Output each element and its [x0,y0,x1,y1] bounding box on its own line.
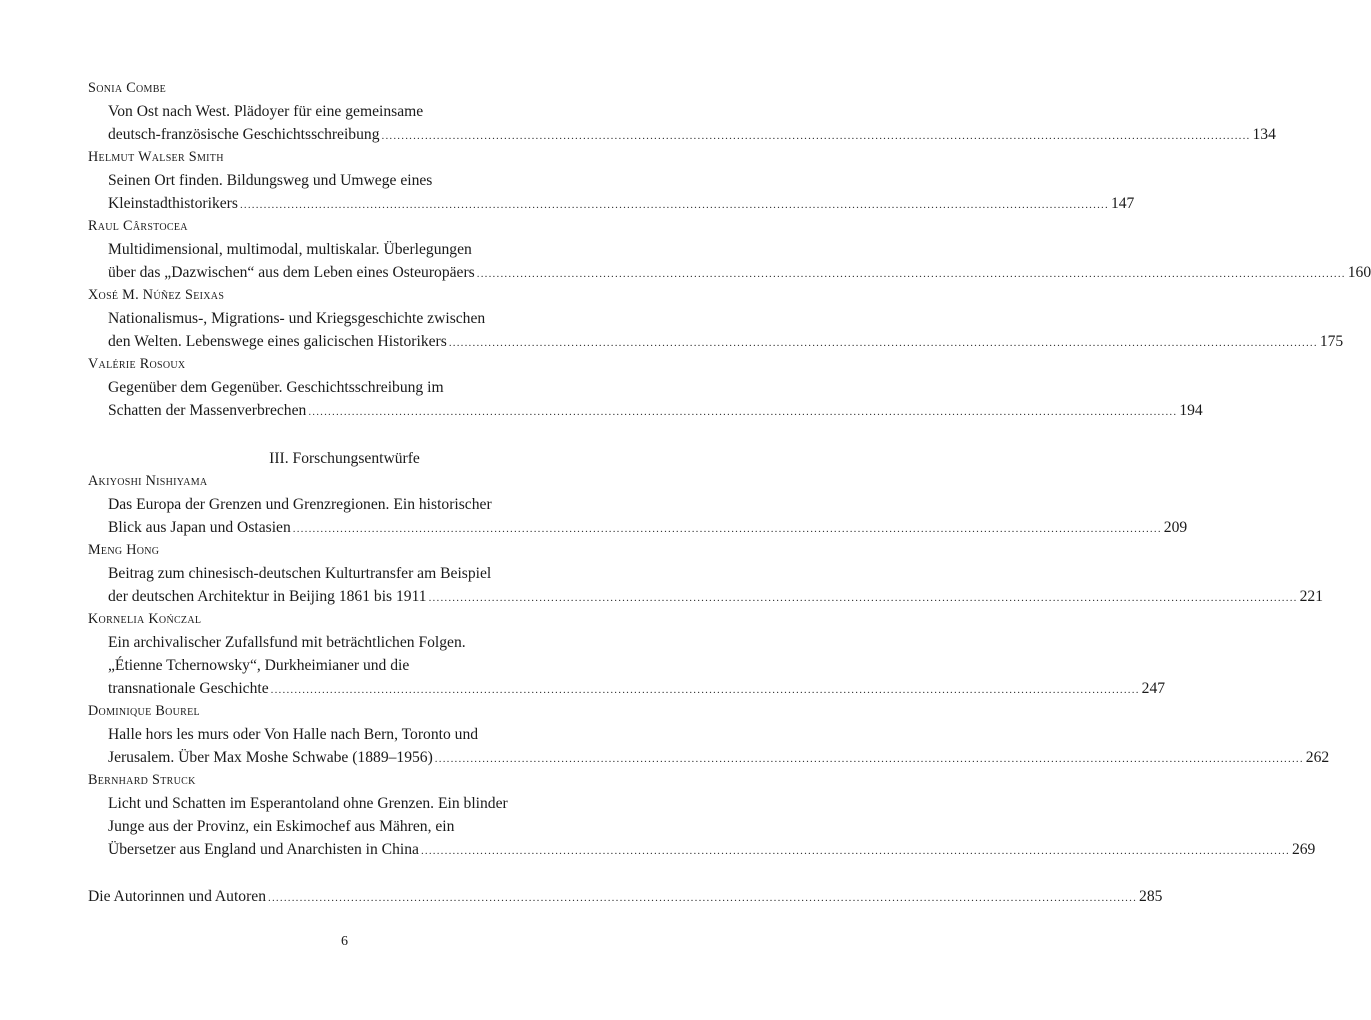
entry-title-line: der deutschen Architektur in Beijing 1861 bis 1911 [108,588,427,605]
entry-title-line: Kleinstadthistorikers [108,195,238,212]
leader-dots: ............................................................................................................................................................................................................................ [270,684,1140,696]
entry-title-line: Nationalismus-, Migrations- und Kriegsgeschichte zwischen [108,310,486,327]
entry-title-line: Blick aus Japan und Ostasien [108,519,291,536]
entry-title-line: über das „Dazwischen“ aus dem Leben eines Osteuropäers [108,264,475,281]
page-number: 6 [341,934,348,949]
entry-title-line: Jerusalem. Über Max Moshe Schwabe (1889–1956) [108,749,433,766]
toc-entry [108,519,1188,536]
entry-title-line: Multidimensional, multimodal, multiskalar. Überlegungen [108,241,472,258]
toc-entry [108,264,1371,281]
toc-entry [108,126,1276,143]
entry-page-number: 160 [1347,264,1371,281]
entry-page-number: 175 [1319,333,1344,350]
entry-page-number: 209 [1163,519,1188,536]
toc-entry [108,333,1344,350]
toc-author: Xosé M. Núñez Seixas [88,287,225,303]
entry-title-line: deutsch-französische Geschichtsschreibung [108,126,380,143]
leader-dots: ............................................................................................................................................................................................................................ [448,337,1318,349]
toc-entry [108,588,1323,605]
entry-page-number: 147 [1110,195,1135,212]
toc-author: Helmut Walser Smith [88,149,224,165]
toc-entry [108,680,1166,697]
toc-entry [108,841,1316,858]
entry-title-line: transnationale Geschichte [108,680,269,697]
entry-page-number: 194 [1179,402,1203,419]
toc-author: Dominique Bourel [88,703,200,719]
entry-title-line: „Étienne Tchernowsky“, Durkheimianer und die [108,657,410,674]
entry-title-line: Licht und Schatten im Esperantoland ohne Grenzen. Ein blinder [108,795,508,812]
leader-dots: ............................................................................................................................................................................................................................ [292,523,1162,535]
toc-entry [108,749,1330,766]
entry-page-number: 247 [1141,680,1166,697]
leader-dots: ............................................................................................................................................................................................................................ [420,845,1290,857]
entry-title: Die Autorinnen und Autoren [88,888,267,905]
entry-title-line: Schatten der Massenverbrechen [108,402,307,419]
entry-title-line: Beitrag zum chinesisch-deutschen Kulturtransfer am Beispiel [108,565,492,582]
entry-page-number: 221 [1299,588,1323,605]
toc-author: Kornelia Kończal [88,611,202,627]
entry-page-number: 262 [1305,749,1330,766]
section-heading: III. Forschungsentwürfe [269,450,420,467]
toc-entry-final [88,888,1163,905]
entry-page-number: 269 [1291,841,1316,858]
toc-author: Valérie Rosoux [88,356,186,372]
leader-dots: ............................................................................................................................................................................................................................ [434,753,1304,765]
toc-author: Raul Cârstocea [88,218,188,234]
entry-page-number: 134 [1252,126,1276,143]
leader-dots: ............................................................................................................................................................................................................................ [308,406,1178,418]
entry-page-number: 285 [1139,888,1163,905]
leader-dots: ............................................................................................................................................................................................................................ [476,268,1346,280]
entry-title-line: Halle hors les murs oder Von Halle nach Bern, Toronto und [108,726,479,743]
toc-entry [108,195,1135,212]
entry-title-line: den Welten. Lebenswege eines galicischen Historikers [108,333,447,350]
entry-title-line: Ein archivalischer Zufallsfund mit beträchtlichen Folgen. [108,634,466,651]
entry-title-line: Gegenüber dem Gegenüber. Geschichtsschreibung im [108,379,444,396]
toc-author: Bernhard Struck [88,772,196,788]
leader-dots: ............................................................................................................................................................................................................................ [428,592,1298,604]
leader-dots: ............................................................................................................................................................................................................................ [268,892,1138,904]
toc-author: Sonia Combe [88,80,167,96]
toc-author: Meng Hong [88,542,160,558]
entry-title-line: Übersetzer aus England und Anarchisten in China [108,841,419,858]
toc-entry [108,402,1203,419]
leader-dots: ............................................................................................................................................................................................................................ [239,199,1109,211]
leader-dots: ............................................................................................................................................................................................................................ [381,130,1251,142]
entry-title-line: Seinen Ort finden. Bildungsweg und Umwege eines [108,172,433,189]
entry-title-line: Von Ost nach West. Plädoyer für eine gemeinsame [108,103,424,120]
entry-title-line: Das Europa der Grenzen und Grenzregionen. Ein historischer [108,496,492,513]
toc-author: Akiyoshi Nishiyama [88,473,208,489]
entry-title-line: Junge aus der Provinz, ein Eskimochef aus Mähren, ein [108,818,455,835]
